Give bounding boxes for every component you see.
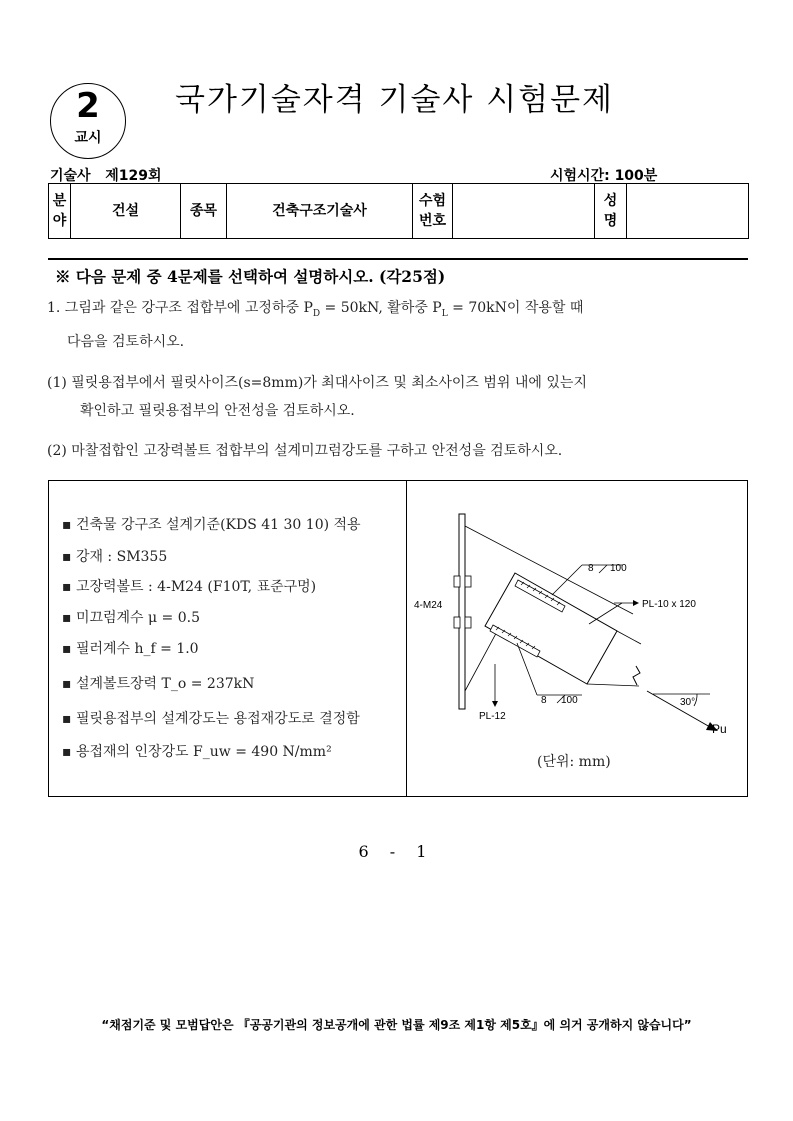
weld-length-bottom: 100 xyxy=(561,695,578,706)
page-number: 6 - 1 xyxy=(358,842,435,861)
field-value: 건설 xyxy=(71,184,181,239)
exam-time: 시험시간: 100분 xyxy=(550,168,658,184)
condition-item: ▪ 필러계수 h_f = 1.0 xyxy=(62,641,199,657)
bolt-icon xyxy=(465,617,471,628)
question-line-2: 다음을 검토하시오. xyxy=(67,334,185,350)
name-label: 성 명 xyxy=(595,184,627,239)
sub-question-2: (2) 마찰접합인 고장력볼트 접합부의 설계미끄럼강도를 구하고 안전성을 검토하시오. xyxy=(47,443,563,459)
angle-label: 30° xyxy=(680,697,696,708)
bolt-icon xyxy=(454,576,460,587)
filler-label: PL-12 xyxy=(479,711,506,722)
bolt-label: 4-M24 xyxy=(414,600,443,611)
condition-item: ▪ 설계볼트장력 T_o = 237kN xyxy=(62,676,255,692)
load-label: Pu xyxy=(712,722,727,736)
connection-diagram xyxy=(407,481,745,794)
bolt-icon xyxy=(465,576,471,587)
field-label: 분 야 xyxy=(49,184,71,239)
footer-notice: “채점기준 및 모범답안은 『공공기관의 정보공개에 관한 법률 제9조 제1항 제5호』에 의거 공개하지 않습니다” xyxy=(101,1018,692,1032)
weld-size-top: 8 xyxy=(588,563,594,574)
condition-item: ▪ 고장력볼트 : 4-M24 (F10T, 표준구멍) xyxy=(62,579,317,595)
question-line-1: 1. 그림과 같은 강구조 접합부에 고정하중 $P_D = 50kN$, 활하중 $P_L = 70kN$이 작용할 때 xyxy=(47,300,584,319)
plate-label: PL-10 x 120 xyxy=(642,599,696,610)
filler-plate xyxy=(459,514,465,709)
category-label: 종목 xyxy=(181,184,227,239)
weld-length-top: 100 xyxy=(610,563,627,574)
condition-item: ▪ 강재 : SM355 xyxy=(62,549,168,565)
page-title: 국가기술자격 기술사 시험문제 xyxy=(175,82,615,118)
period-number: 2 xyxy=(76,86,100,126)
sub-question-1: (1) 필릿용접부에서 필릿사이즈(s=8mm)가 최대사이즈 및 최소사이즈 범위 내에 있는지 xyxy=(47,375,587,391)
condition-item: ▪ 필릿용접부의 설계강도는 용접재강도로 결정함 xyxy=(62,711,360,727)
info-table xyxy=(48,183,749,239)
weld-size-bottom: 8 xyxy=(541,695,547,706)
condition-item: ▪ 미끄럼계수 μ = 0.5 xyxy=(62,610,201,626)
condition-item: ▪ 건축물 강구조 설계기준(KDS 41 30 10) 적용 xyxy=(62,517,361,533)
tension-plate xyxy=(485,573,617,684)
divider xyxy=(48,258,748,260)
bolt-icon xyxy=(454,617,460,628)
category-value: 건축구조기술사 xyxy=(227,184,413,239)
exam-number-label: 수험 번호 xyxy=(413,184,453,239)
sub-question-1-cont: 확인하고 필릿용접부의 안전성을 검토하시오. xyxy=(80,403,355,419)
period-label: 교시 xyxy=(74,130,102,146)
unit-note: (단위: mm) xyxy=(537,754,611,770)
condition-item: ▪ 용접재의 인장강도 F_uw = 490 N/mm² xyxy=(62,744,332,760)
exam-round: 기술사 제129회 xyxy=(50,168,162,184)
name-field[interactable] xyxy=(627,184,749,239)
exam-number-field[interactable] xyxy=(453,184,595,239)
instruction: ※ 다음 문제 중 4문제를 선택하여 설명하시오. (각25점) xyxy=(55,267,446,286)
